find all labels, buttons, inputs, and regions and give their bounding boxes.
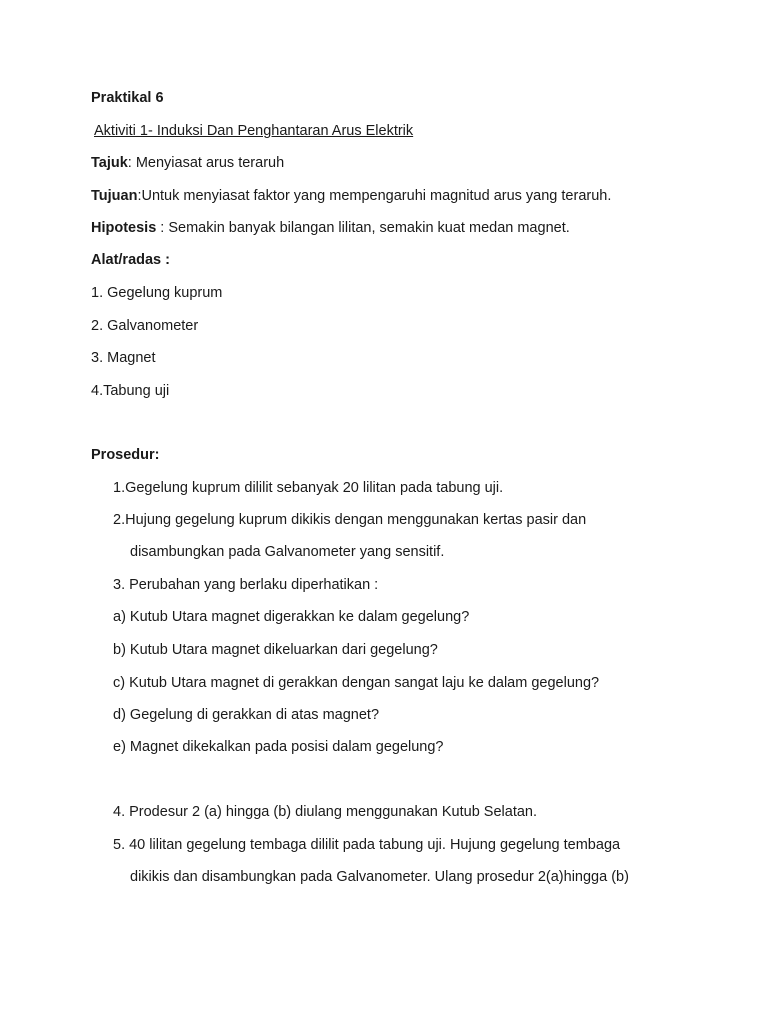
procedure-step-continuation: disambungkan pada Galvanometer yang sensitif. (130, 544, 445, 560)
hipotesis-text: : Semakin banyak bilangan lilitan, semakin kuat medan magnet. (156, 220, 570, 236)
alat-heading: Alat/radas : (91, 252, 170, 268)
tajuk-text: : Menyiasat arus teraruh (127, 155, 285, 171)
hipotesis-line (91, 219, 570, 237)
alat-item: 4.Tabung uji (91, 383, 170, 399)
procedure-step: 5. 40 lilitan gegelung tembaga dililit pada tabung uji. Hujung gegelung tembaga (113, 837, 621, 853)
alat-item: 1. Gegelung kuprum (91, 285, 223, 301)
procedure-step: 2.Hujung gegelung kuprum dikikis dengan menggunakan kertas pasir dan (113, 512, 587, 528)
procedure-substep: b) Kutub Utara magnet dikeluarkan dari gegelung? (113, 642, 438, 658)
tajuk-label: Tajuk (91, 155, 128, 171)
procedure-step: 1.Gegelung kuprum dililit sebanyak 20 lilitan pada tabung uji. (113, 480, 504, 496)
alat-item: 3. Magnet (91, 350, 156, 366)
page-title: Praktikal 6 (91, 90, 164, 106)
procedure-substep: a) Kutub Utara magnet digerakkan ke dalam gegelung? (113, 609, 470, 625)
procedure-step: 4. Prodesur 2 (a) hingga (b) diulang menggunakan Kutub Selatan. (113, 804, 538, 820)
procedure-substep: d) Gegelung di gerakkan di atas magnet? (113, 707, 380, 723)
tujuan-text: :Untuk menyiasat faktor yang mempengaruhi magnitud arus yang teraruh. (137, 188, 612, 204)
tujuan-line (91, 187, 611, 205)
prosedur-heading: Prosedur: (91, 447, 160, 463)
activity-heading: Aktiviti 1- Induksi Dan Penghantaran Arus Elektrik (94, 123, 414, 139)
alat-item: 2. Galvanometer (91, 318, 199, 334)
procedure-step: 3. Perubahan yang berlaku diperhatikan : (113, 577, 379, 593)
hipotesis-label: Hipotesis (91, 220, 157, 236)
tujuan-label: Tujuan (91, 188, 138, 204)
tajuk-line (91, 154, 284, 172)
procedure-substep: c) Kutub Utara magnet di gerakkan dengan sangat laju ke dalam gegelung? (113, 675, 600, 691)
procedure-substep: e) Magnet dikekalkan pada posisi dalam gegelung? (113, 739, 444, 755)
procedure-step-continuation: dikikis dan disambungkan pada Galvanometer. Ulang prosedur 2(a)hingga (b) (130, 869, 629, 885)
